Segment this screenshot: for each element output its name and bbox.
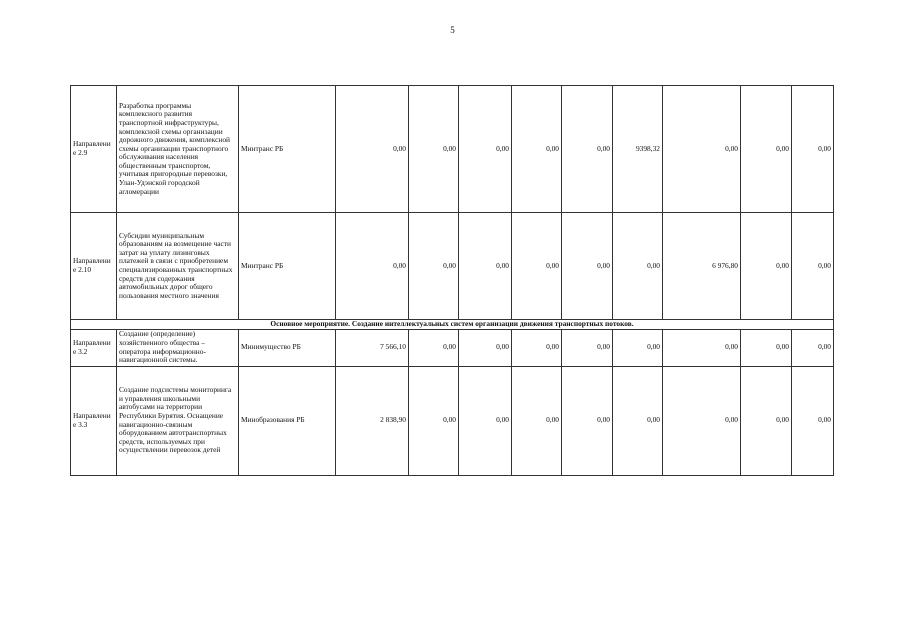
value-cell: 0,00 bbox=[459, 86, 512, 213]
value-cell: 6 976,80 bbox=[663, 213, 741, 320]
value-cell: 0,00 bbox=[512, 213, 562, 320]
description-cell: Создание (определение) хозяйственного общества – оператора информационно-навигационной системы. bbox=[117, 329, 239, 366]
value-cell: 0,00 bbox=[409, 329, 459, 366]
value-cell: 0,00 bbox=[409, 366, 459, 475]
value-cell: 0,00 bbox=[792, 329, 834, 366]
value-cell: 0,00 bbox=[459, 366, 512, 475]
value-cell: 0,00 bbox=[562, 329, 613, 366]
value-cell: 9398,32 bbox=[613, 86, 663, 213]
value-cell: 0,00 bbox=[741, 329, 792, 366]
responsible-cell: Минтранс РБ bbox=[239, 213, 336, 320]
value-cell: 0,00 bbox=[409, 213, 459, 320]
value-cell: 0,00 bbox=[512, 86, 562, 213]
description-cell: Разработка программы комплексного развития транспортной инфраструктуры, комплексной схемы организации дорожного движения, комплексной схемы организации транспортного обслуживания населения общественным транспортом, учитывая пригородные перевозки, Улан-Удэнской городской агломерации bbox=[117, 86, 239, 213]
table-row bbox=[71, 366, 834, 475]
value-cell: 0,00 bbox=[613, 366, 663, 475]
table-row bbox=[71, 329, 834, 366]
direction-cell: Направлени е 3.2 bbox=[71, 329, 117, 366]
table-row bbox=[71, 86, 834, 213]
value-cell: 0,00 bbox=[562, 86, 613, 213]
direction-cell: Направлени е 3.3 bbox=[71, 366, 117, 475]
value-cell: 0,00 bbox=[613, 213, 663, 320]
value-cell: 0,00 bbox=[562, 213, 613, 320]
value-cell: 0,00 bbox=[459, 329, 512, 366]
value-cell: 0,00 bbox=[741, 366, 792, 475]
value-cell: 0,00 bbox=[562, 366, 613, 475]
value-cell: 0,00 bbox=[792, 86, 834, 213]
budget-table bbox=[70, 85, 834, 476]
value-cell: 0,00 bbox=[663, 366, 741, 475]
value-cell: 0,00 bbox=[409, 86, 459, 213]
value-cell: 0,00 bbox=[663, 86, 741, 213]
value-cell: 0,00 bbox=[792, 213, 834, 320]
direction-cell: Направлени е 2.10 bbox=[71, 213, 117, 320]
responsible-cell: Минтранс РБ bbox=[239, 86, 336, 213]
section-heading: Основное мероприятие. Создание интеллектуальных систем организации движения транспортных потоков. bbox=[71, 320, 834, 330]
value-cell: 2 838,90 bbox=[336, 366, 409, 475]
responsible-cell: Минобразования РБ bbox=[239, 366, 336, 475]
value-cell: 0,00 bbox=[459, 213, 512, 320]
value-cell: 0,00 bbox=[512, 329, 562, 366]
table-row bbox=[71, 213, 834, 320]
value-cell: 0,00 bbox=[663, 329, 741, 366]
responsible-cell: Минимущество РБ bbox=[239, 329, 336, 366]
value-cell: 0,00 bbox=[792, 366, 834, 475]
value-cell: 0,00 bbox=[336, 86, 409, 213]
section-row bbox=[71, 320, 834, 330]
value-cell: 7 566,10 bbox=[336, 329, 409, 366]
description-cell: Создание подсистемы мониторинга и управления школьными автобусами на территории Республики Бурятия. Оснащение навигационно-связным оборудованием автотранспортных средств, используемых при осуществлении перевозок детей bbox=[117, 366, 239, 475]
value-cell: 0,00 bbox=[336, 213, 409, 320]
value-cell: 0,00 bbox=[512, 366, 562, 475]
value-cell: 0,00 bbox=[741, 86, 792, 213]
description-cell: Субсидии муниципальным образованиям на возмещение части затрат на уплату лизинговых платежей в связи с приобретением специализированных транспортных средств для содержания автомобильных дорог общего пользования местного значения bbox=[117, 213, 239, 320]
value-cell: 0,00 bbox=[741, 213, 792, 320]
direction-cell: Направлени е 2.9 bbox=[71, 86, 117, 213]
value-cell: 0,00 bbox=[613, 329, 663, 366]
page-number: 5 bbox=[450, 25, 455, 35]
